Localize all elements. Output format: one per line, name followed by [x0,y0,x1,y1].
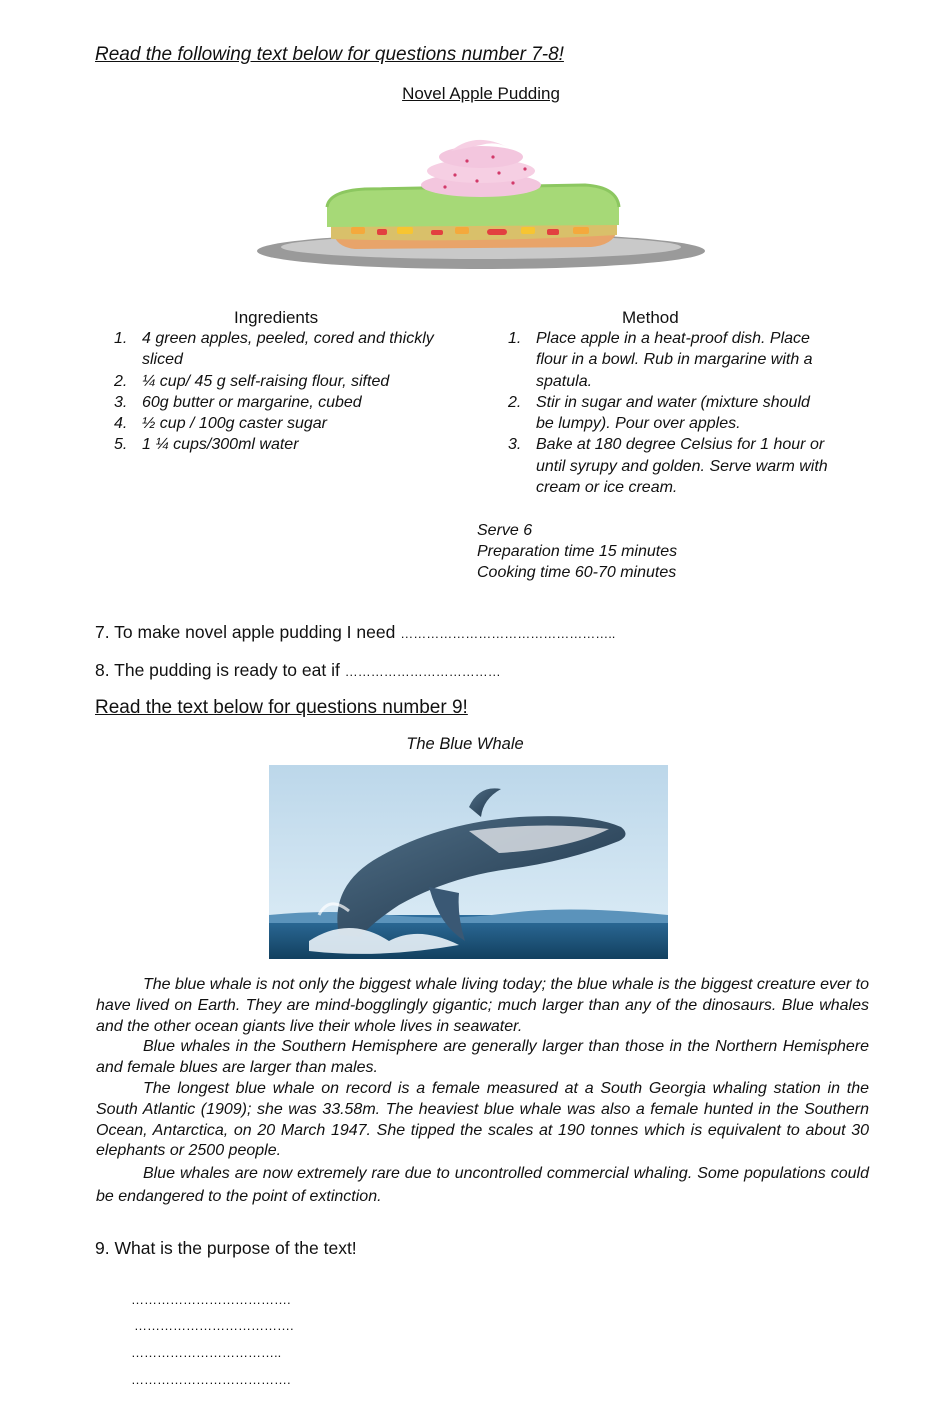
paragraph: The longest blue whale on record is a female measured at a South Georgia whaling station in the South Atlantic (1909); she was 33.58m. The heaviest blue whale was also a female hunted in the Southern Ocean, Antarctica, on 20 March 1947. She tipped the scales at 190 tonnes which is equivalent to about 30 elephants or 2500 people. [96,1079,869,1160]
paragraph: Blue whales are now extremely rare due to uncontrolled commercial whaling. Some populations could be endangered to the point of extinction. [96,1165,869,1206]
answer-blank[interactable]: ………………………………………….. [400,626,616,641]
whale-article [96,975,869,1208]
answer-line[interactable]: ………………………………. [131,1372,291,1387]
answer-line[interactable]: ………………………………. [131,1292,291,1307]
list-item: 2. Stir in sugar and water (mixture should be lumpy). Pour over apples. [508,393,810,433]
paragraph: Blue whales in the Southern Hemisphere are generally larger than those in the Northern Hemisphere and female blues are larger than males. [96,1038,869,1077]
method-heading: Method [622,308,679,327]
paragraph: The blue whale is not only the biggest whale living today; the blue whale is the biggest creature ever to have lived on Earth. They are mind-bogglingly gigantic; much larger than any of the dinosaurs. Blue whales and the other ocean giants live their whole lives in seawater. [96,976,869,1035]
cream-swirl [421,140,541,197]
cook-time: Cooking time 60-70 minutes [477,564,677,581]
list-item: 5. 1 ¼ cups/300ml water [114,436,299,454]
whale-title: The Blue Whale [406,735,524,753]
answer-blank[interactable]: ……………………………… [344,664,501,679]
recipe-title: Novel Apple Pudding [402,84,560,103]
ingredients-heading: Ingredients [234,308,319,327]
answer-line[interactable]: …………………………….. [131,1345,282,1360]
list-item: 3. 60g butter or margarine, cubed [114,393,362,411]
list-item: 1. Place apple in a heat-proof dish. Place flour in a bowl. Rub in margarine with a spatula. [508,330,813,390]
blue-whale-photo [269,765,668,959]
question-8: 8. The pudding is ready to eat if ……………………………… [95,660,501,680]
prep-time: Preparation time 15 minutes [477,543,678,560]
list-item: 1. 4 green apples, peeled, cored and thickly sliced [114,330,434,369]
list-item: 4. ½ cup / 100g caster sugar [114,415,327,433]
section-heading-whale: Read the text below for questions number 9! [95,697,468,718]
section-heading-recipe: Read the following text below for questions number 7-8! [95,44,564,65]
method-steps [508,328,830,498]
list-item: 3. Bake at 180 degree Celsius for 1 hour or until syrupy and golden. Serve warm with cream or ice cream. [508,436,828,497]
ingredients-list [114,328,444,456]
question-7: 7. To make novel apple pudding I need ………………………………………….. [95,622,616,642]
serve-note: Serve 6 [477,522,533,539]
apple-pudding-illustration [255,135,707,275]
question-9: 9. What is the purpose of the text! [95,1238,357,1258]
list-item: 2. ¼ cup/ 45 g self-raising flour, sifted [114,372,390,390]
answer-line[interactable]: ………………………………. [134,1318,294,1333]
